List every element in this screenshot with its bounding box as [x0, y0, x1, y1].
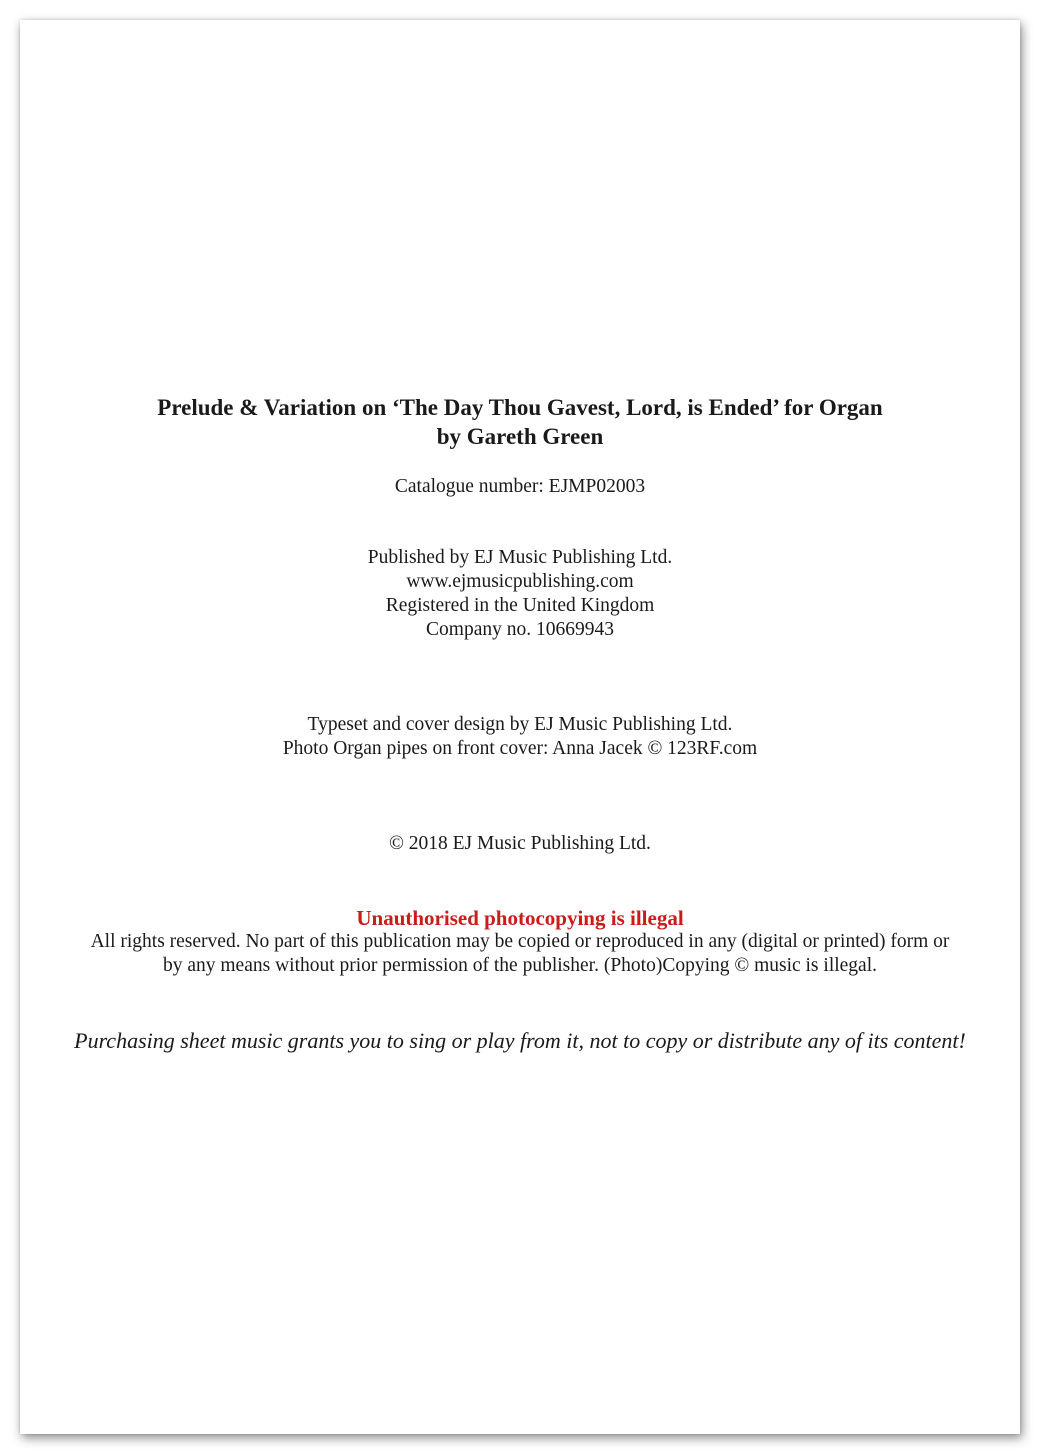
- title-line-2: by Gareth Green: [436, 424, 604, 449]
- copyright-notice: © 2018 EJ Music Publishing Ltd.: [389, 833, 651, 854]
- catalogue-number: Catalogue number: EJMP02003: [394, 476, 646, 497]
- publisher-registration: Registered in the United Kingdom: [385, 595, 655, 616]
- rights-line-1: All rights reserved. No part of this publication may be copied or reproduced in any (digital or printed) form or: [90, 931, 950, 952]
- document-page: [20, 20, 1020, 1434]
- rights-line-2: by any means without prior permission of the publisher. (Photo)Copying © music is illegal.: [162, 955, 878, 976]
- company-number: Company no. 10669943: [426, 619, 614, 640]
- purchase-notice: Purchasing sheet music grants you to sing or play from it, not to copy or distribute any of its content!: [74, 1028, 966, 1053]
- publisher-website: www.ejmusicpublishing.com: [406, 571, 634, 592]
- photocopy-warning: Unauthorised photocopying is illegal: [356, 906, 684, 930]
- title-line-1: Prelude & Variation on ‘The Day Thou Gavest, Lord, is Ended’ for Organ: [157, 395, 883, 420]
- publisher-line-1: Published by EJ Music Publishing Ltd.: [367, 547, 673, 568]
- photo-credit: Photo Organ pipes on front cover: Anna Jacek © 123RF.com: [282, 738, 758, 759]
- typeset-credit: Typeset and cover design by EJ Music Publishing Ltd.: [307, 714, 733, 735]
